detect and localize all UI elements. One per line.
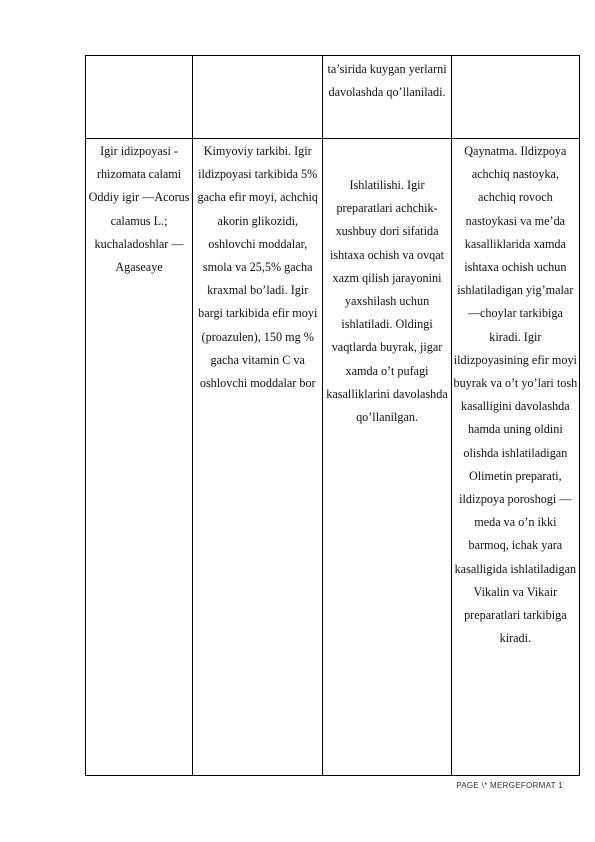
table-cell <box>323 56 451 139</box>
table-cell <box>193 56 323 139</box>
cell-text <box>194 56 321 58</box>
page-number-field: PAGE \* MERGEFORMAT 1 <box>456 781 563 790</box>
plant-info-table <box>85 55 580 776</box>
cell-text: ta’sirida kuygan yerlarni davolashda qo’llaniladi. <box>327 62 447 100</box>
cell-text <box>453 56 578 58</box>
table-row <box>86 139 580 776</box>
table-cell <box>193 139 323 776</box>
plant-name-text: Igir idizpoyasi - rhizomata calami Oddiy igir —Acorus calamus L.; kuchaladoshlar —Agaseaye <box>88 144 190 275</box>
table-cell <box>86 56 193 139</box>
usage-text: Ishlatilishi. Igir preparatlari achchik- xushbuy dori sifatida ishtaxa ochish va ovqat xazm qilish jarayonini yaxshilash uchun ishlatiladi. Oldingi vaqtlarda buyrak, jigar xamda o’t pufagi kasalliklarini davolashda qo’llanilgan. <box>326 178 448 425</box>
table-cell <box>451 56 579 139</box>
table-cell <box>86 139 193 776</box>
table-cell <box>323 139 451 776</box>
chemical-composition-text: Kimyoviy tarkibi. Igir ildizpoyasi tarkibida 5% gacha efir moyi, achchiq akorin glikozidi, oshlovchi moddalar, smola va 25,5% gacha kraxmal bo’ladi. Igir bargi tarkibida efir moyi (proazulen), 150 mg % gacha vitamin C va oshlovchi moddalar bor <box>197 144 318 391</box>
table-cell <box>451 139 579 776</box>
cell-text <box>87 56 191 58</box>
table-row <box>86 56 580 139</box>
preparations-text: Qaynatma. Ildizpoya achchiq nastoyka, achchiq rovoch nastoykasi va me’da kasalliklarida xamda ishtaxa ochish uchun ishlatiladigan yig’malar —choylar tarkibiga kiradi. Igir ildizpoyasining efir moyi buyrak va o’t yo’lari tosh kasalligini davolashda hamda uning oldini olishda ishlatiladigan Olimetin preparati, ildizpoya poroshogi —meda va o’n ikki barmoq, ichak yara kasalligida ishlatiladigan Vikalin va Vikair preparatlari tarkibiga kiradi. <box>453 144 578 646</box>
